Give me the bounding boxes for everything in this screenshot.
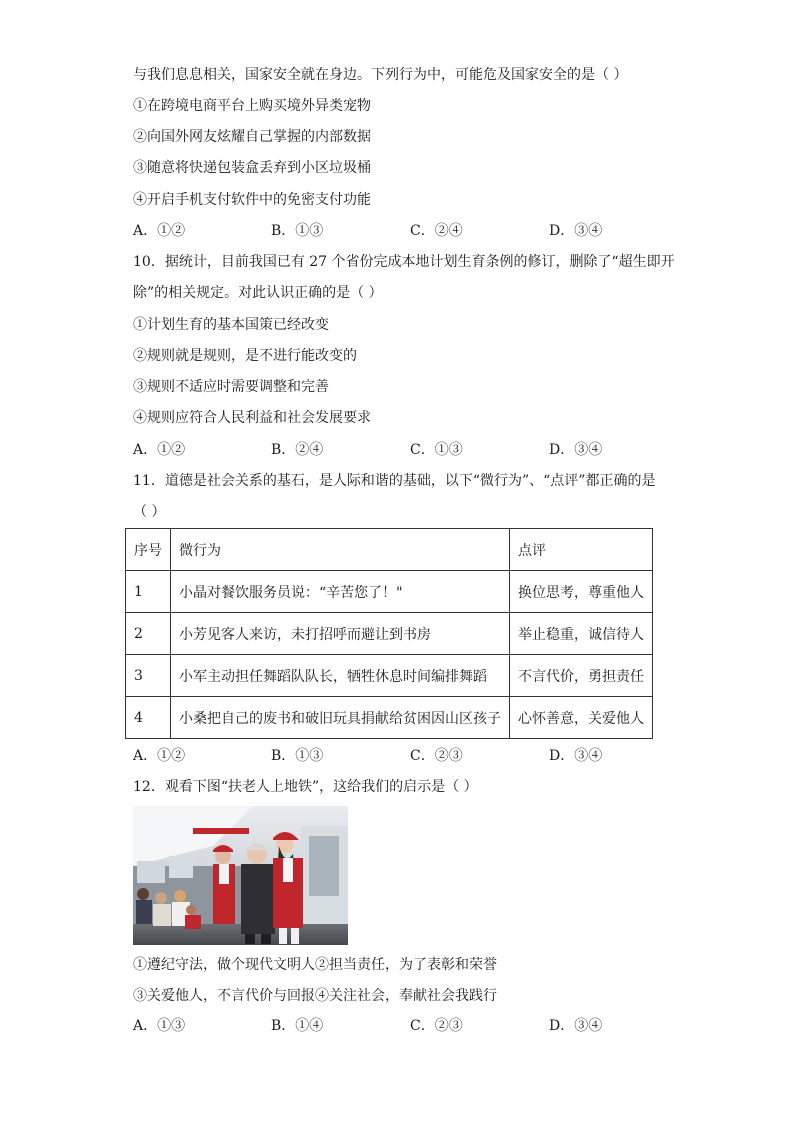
q12-item-line2: ③关爱他人，不言代价与回报④关注社会，奉献社会我践行: [133, 988, 497, 1004]
q9-option-a: A．①②: [133, 223, 186, 239]
table-cell: 小芳见客人来访，未打招呼而避让到书房: [171, 613, 510, 655]
q11-option-b: B．①③: [271, 748, 324, 764]
q10-option-a: A．①②: [133, 442, 186, 458]
q12-stem: 12．观看下图“扶老人上地铁”，这给我们的启示是（ ）: [133, 779, 478, 795]
table-cell: 换位思考，尊重他人: [510, 571, 653, 613]
table-header-row: [126, 529, 653, 571]
table-row: [126, 697, 653, 739]
q10-option-b: B．②④: [271, 442, 324, 458]
table-cell: 举止稳重，诚信待人: [510, 613, 653, 655]
q9-item-3: ③随意将快递包装盒丢弃到小区垃圾桶: [133, 160, 371, 176]
q11-table: [125, 528, 653, 739]
q10-item-4: ④规则应符合人民利益和社会发展要求: [133, 410, 371, 426]
table-cell: 1: [126, 571, 171, 613]
q10-stem-line1: 10．据统计，目前我国已有 27 个省份完成本地计划生育条例的修订，删除了“超生即开: [133, 254, 675, 270]
q12-option-c: C．②③: [410, 1018, 463, 1034]
q10-option-c: C．①③: [410, 442, 463, 458]
q12-item-line1: ①遵纪守法，做个现代文明人②担当责任，为了表彰和荣誉: [133, 957, 497, 973]
table-cell: 4: [126, 697, 171, 739]
table-cell: 心怀善意，关爱他人: [510, 697, 653, 739]
q9-item-4: ④开启手机支付软件中的免密支付功能: [133, 192, 371, 208]
table-row: [126, 613, 653, 655]
q12-option-d: D．③④: [549, 1018, 603, 1034]
q10-item-1: ①计划生育的基本国策已经改变: [133, 317, 329, 333]
table-cell: 不言代价，勇担责任: [510, 655, 653, 697]
q10-option-d: D．③④: [549, 442, 603, 458]
q10-item-3: ③规则不适应时需要调整和完善: [133, 379, 329, 395]
q10-stem-line2: 除”的相关规定。对此认识正确的是（ ）: [133, 285, 383, 301]
q12-option-b: B．①④: [271, 1018, 324, 1034]
q9-option-c: C．②④: [410, 223, 463, 239]
table-cell: 小军主动担任舞蹈队队长，牺牲休息时间编排舞蹈: [171, 655, 510, 697]
q9-item-2: ②向国外网友炫耀自己掌握的内部数据: [133, 129, 371, 145]
q10-item-2: ②规则就是规则，是不进行能改变的: [133, 348, 357, 364]
q12-option-a: A．①③: [133, 1018, 186, 1034]
table-row: [126, 655, 653, 697]
q11-option-c: C．②③: [410, 748, 463, 764]
table-cell: 2: [126, 613, 171, 655]
table-cell: 小晶对餐饮服务员说：“辛苦您了！": [171, 571, 510, 613]
table-header-comment: 点评: [510, 529, 653, 571]
q11-stem-line2: （ ）: [133, 504, 166, 520]
table-row: [126, 571, 653, 613]
q11-stem-line1: 11．道德是社会关系的基石，是人际和谐的基础，以下“微行为”、“点评”都正确的是: [133, 473, 656, 489]
table-cell: 小桑把自己的废书和破旧玩具捐献给贫困因山区孩子: [171, 697, 510, 739]
table-header-index: 序号: [126, 529, 171, 571]
q11-option-d: D．③④: [549, 748, 603, 764]
subway-photo: [133, 806, 348, 945]
q11-option-a: A．①②: [133, 748, 186, 764]
q9-option-b: B．①③: [271, 223, 324, 239]
table-header-behavior: 微行为: [171, 529, 510, 571]
table-cell: 3: [126, 655, 171, 697]
q9-option-d: D．③④: [549, 223, 603, 239]
q9-item-1: ①在跨境电商平台上购买境外异类宠物: [133, 98, 371, 114]
q9-stem: 与我们息息相关，国家安全就在身边。下列行为中，可能危及国家安全的是（ ）: [133, 67, 628, 83]
